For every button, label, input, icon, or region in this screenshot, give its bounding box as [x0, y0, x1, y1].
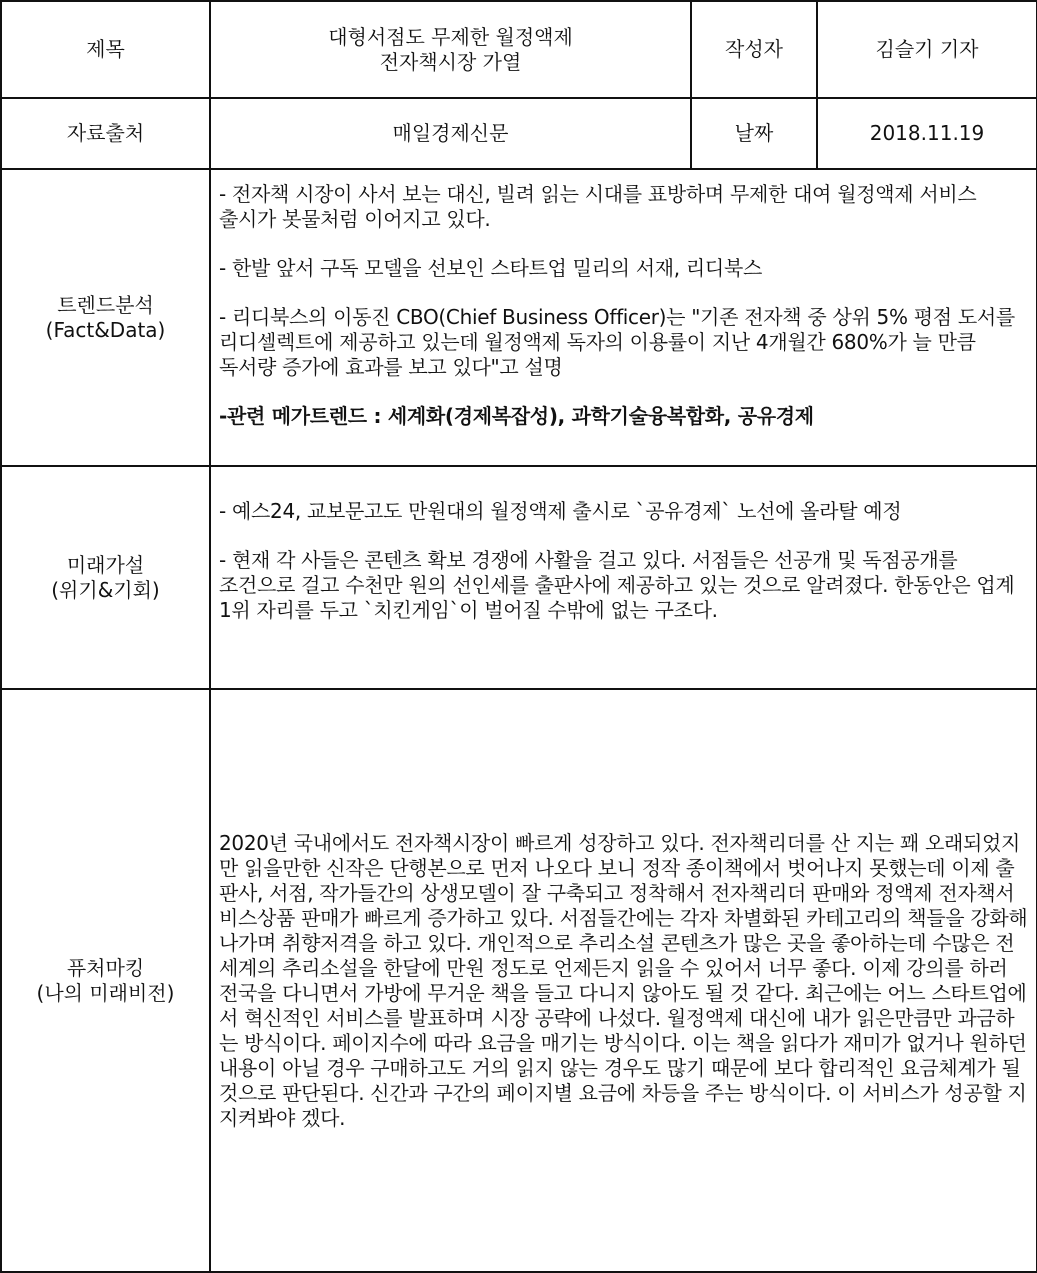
hypothesis-row [1, 466, 1037, 689]
future-marking-body: 2020년 국내에서도 전자책시장이 빠르게 성장하고 있다. 전자책리더를 산 지는 꽤 오래되었지만 읽을만한 신작은 단행본으로 먼저 나오다 보니 정작 종이책에서 벗어나지 못했는데 이제 출판사, 서점, 작가들간의 상생모델이 잘 구축되고 정착해서 전자책리더 판매와 정액제 전자책서비스상품 판매가 빠르게 증가하고 있다. 서점들간에는 각자 차별화된 카테고리의 책들을 강화해 나가며 취향저격을 하고 있다. 개인적으로 추리소설 콘텐츠가 많은 곳을 좋아하는데 수많은 전세계의 추리소설을 한달에 만원 정도로 언제든지 읽을 수 있어서 너무 좋다. 이제 강의를 하러 전국을 다니면서 가방에 무거운 책을 들고 다니지 않아도 될 것 같다. 최근에는 어느 스타트업에서 혁신적인 서비스를 발표하며 시장 공략에 나섰다. 월정액제 대신에 내가 읽은만큼만 과금하는 방식이다. 페이지수에 따라 요금을 매기는 방식이다. 이는 책을 읽다가 재미가 없거나 원하던 내용이 아닐 경우 구매하고도 거의 읽지 않는 경우도 많기 때문에 보다 합리적인 요금체계가 될 것으로 판단된다. 신간과 구간의 페이지별 요금에 차등을 주는 방식이다. 이 서비스가 성공할 지 지켜봐야 겠다. [219, 830, 1028, 1130]
trend-paragraph: - 한발 앞서 구독 모델을 선보인 스타트업 밀리의 서재, 리디북스 [219, 256, 762, 280]
trend-label [1, 169, 210, 466]
trend-row [1, 169, 1037, 466]
source-value: 매일경제신문 [210, 98, 691, 169]
title-label: 제목 [1, 1, 210, 98]
future-marking-content [210, 689, 1037, 1272]
hypothesis-content [210, 466, 1037, 689]
hypothesis-label-line-1: 미래가설 [66, 552, 145, 577]
hypothesis-label [1, 466, 210, 689]
future-marking-label-line-1: 퓨처마킹 [66, 955, 145, 980]
hypothesis-paragraph: - 현재 각 사들은 콘텐츠 확보 경쟁에 사활을 걸고 있다. 서점들은 선공개 및 독점공개를 조건으로 걸고 수천만 원의 선인세를 출판사에 제공하고 있는 것으로 알려졌다. 한동안은 업계 1위 자리를 두고 `치킨게임`이 벌어질 수밖에 없는 구조다. [219, 548, 1015, 622]
trend-paragraph: - 리디북스의 이동진 CBO(Chief Business Officer)는 "기존 전자책 중 상위 5% 평점 도서를 리디셀렉트에 제공하고 있는데 월정액제 독자의 이용률이 지난 4개월간 680%가 늘 만큼 독서량 증가에 효과를 보고 있다"고 설명 [219, 305, 1015, 379]
hypothesis-paragraph: - 예스24, 교보문고도 만원대의 월정액제 출시로 `공유경제` 노선에 올라탈 예정 [219, 499, 902, 523]
source-label: 자료출처 [1, 98, 210, 169]
trend-paragraph: - 전자책 시장이 사서 보는 대신, 빌려 읽는 시대를 표방하며 무제한 대여 월정액제 서비스 출시가 봇물처럼 이어지고 있다. [219, 182, 977, 231]
title-row [1, 1, 1037, 98]
future-marking-label [1, 689, 210, 1272]
source-row [1, 98, 1037, 169]
author-label: 작성자 [691, 1, 817, 98]
future-marking-row [1, 689, 1037, 1272]
hypothesis-label-line-2: (위기&기회) [51, 577, 160, 602]
date-label: 날짜 [691, 98, 817, 169]
megatrend-line: -관련 메가트렌드 : 세계화(경제복잡성), 과학기술융복합화, 공유경제 [219, 404, 814, 428]
title-line-2: 전자책시장 가열 [379, 49, 522, 74]
future-marking-label-line-2: (나의 미래비전) [36, 980, 175, 1005]
trend-label-line-1: 트렌드분석 [57, 292, 154, 317]
title-line-1: 대형서점도 무제한 월정액제 [328, 24, 573, 49]
date-value: 2018.11.19 [817, 98, 1037, 169]
title-value [210, 1, 691, 98]
trend-content [210, 169, 1037, 466]
trend-label-line-2: (Fact&Data) [45, 317, 166, 342]
author-value: 김슬기 기자 [817, 1, 1037, 98]
